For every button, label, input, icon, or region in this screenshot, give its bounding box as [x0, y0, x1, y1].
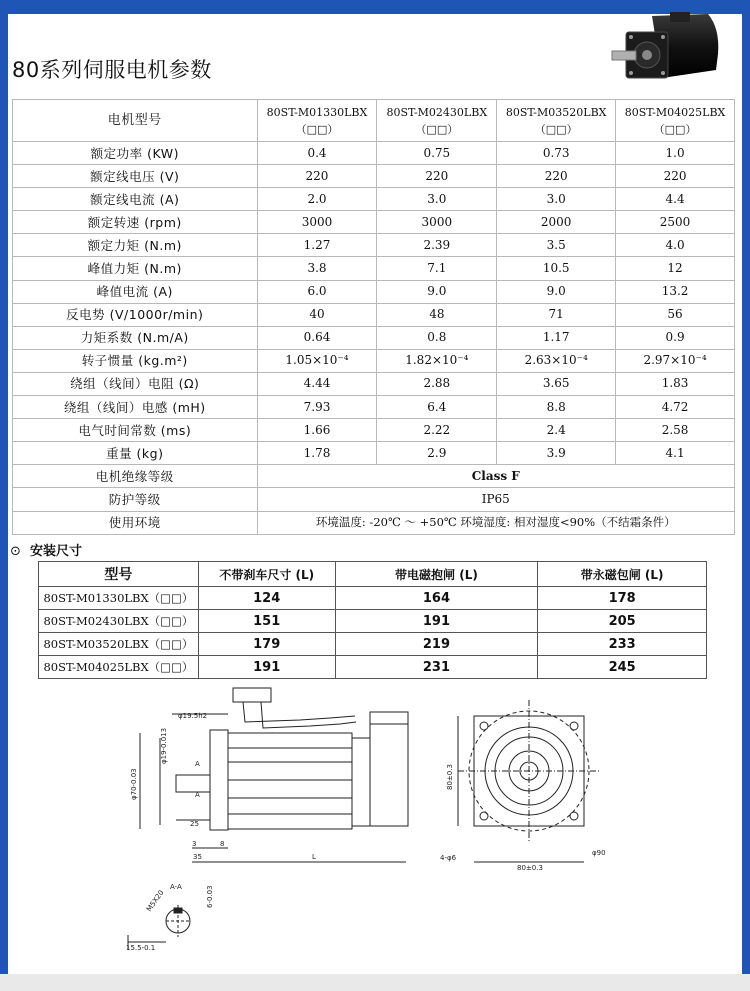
- parameter-value: 3.9: [497, 442, 616, 465]
- dim-label: 80±0.3: [446, 764, 454, 790]
- flange-side: [210, 730, 228, 830]
- parameter-label: 额定线电流 (A): [13, 188, 258, 211]
- parameter-value: 71: [497, 303, 616, 326]
- model-name: 80ST-M01330LBX: [266, 105, 368, 119]
- mount-model: 80ST-M04025LBX（□□）: [39, 656, 199, 679]
- mount-header-pm-brake: 带永磁包闸 (L): [538, 562, 707, 587]
- mount-model: 80ST-M03520LBX（□□）: [39, 633, 199, 656]
- parameter-value: 2.63×10⁻⁴: [497, 349, 616, 372]
- model-suffix: （□□）: [534, 122, 578, 136]
- parameter-value: 10.5: [497, 257, 616, 280]
- dim-label: φ19.5h2: [178, 712, 208, 720]
- mount-length: 124: [198, 587, 335, 610]
- parameter-value: 2500: [616, 211, 735, 234]
- parameter-value: 3.0: [497, 188, 616, 211]
- parameter-label: 额定力矩 (N.m): [13, 234, 258, 257]
- dim-label: 25: [190, 820, 199, 828]
- dim-label: φ19-0.013: [160, 727, 168, 764]
- parameter-label: 额定转速 (rpm): [13, 211, 258, 234]
- parameter-value: 1.27: [257, 234, 377, 257]
- mount-length: 178: [538, 587, 707, 610]
- model-header-label: 电机型号: [13, 100, 258, 142]
- mount-header-model: 型号: [39, 562, 199, 587]
- dim-label: 15.5-0.1: [126, 944, 156, 952]
- parameter-value: 220: [497, 165, 616, 188]
- mount-header-no-brake: 不带刹车尺寸 (L): [198, 562, 335, 587]
- parameter-label: 额定功率 (KW): [13, 142, 258, 165]
- model-suffix: （□□）: [415, 122, 459, 136]
- model-name: 80ST-M02430LBX: [386, 105, 488, 119]
- model-name: 80ST-M04025LBX: [624, 105, 726, 119]
- shaft-side: [176, 775, 210, 792]
- dim-label: 35: [193, 853, 202, 861]
- parameter-value: 4.4: [616, 188, 735, 211]
- parameter-value: 220: [257, 165, 377, 188]
- mounting-title-text: 安装尺寸: [30, 544, 83, 559]
- dim-label: φ70-0.03: [130, 768, 138, 800]
- parameter-value: 4.44: [257, 372, 377, 395]
- mount-length: 233: [538, 633, 707, 656]
- parameter-value: 4.72: [616, 396, 735, 419]
- parameter-value: 3000: [257, 211, 377, 234]
- environment-label: 使用环境: [13, 511, 258, 534]
- parameter-value: 1.82×10⁻⁴: [377, 349, 497, 372]
- parameter-value: 7.1: [377, 257, 497, 280]
- insulation-value: Class F: [257, 465, 734, 488]
- parameter-value: 8.8: [497, 396, 616, 419]
- parameter-label: 重量 (kg): [13, 442, 258, 465]
- parameter-value: 6.4: [377, 396, 497, 419]
- section-marker: A: [195, 760, 200, 768]
- parameter-value: 3.8: [257, 257, 377, 280]
- dim-label: 6-0.03: [206, 885, 214, 908]
- parameter-value: 0.75: [377, 142, 497, 165]
- section-marker: A: [195, 791, 200, 799]
- parameter-label: 绕组（线间）电阻 (Ω): [13, 372, 258, 395]
- parameter-value: 3.65: [497, 372, 616, 395]
- parameter-value: 2.22: [377, 419, 497, 442]
- parameter-value: 1.78: [257, 442, 377, 465]
- page-title: 80系列伺服电机参数: [12, 58, 212, 82]
- mount-length: 219: [335, 633, 538, 656]
- parameter-value: 2.88: [377, 372, 497, 395]
- parameter-value: 0.9: [616, 326, 735, 349]
- parameter-value: 2.39: [377, 234, 497, 257]
- parameter-value: 4.0: [616, 234, 735, 257]
- dim-label: A-A: [170, 883, 182, 891]
- parameter-value: 220: [377, 165, 497, 188]
- parameter-value: 0.4: [257, 142, 377, 165]
- parameter-value: 1.05×10⁻⁴: [257, 349, 377, 372]
- parameter-value: 3000: [377, 211, 497, 234]
- protection-label: 防护等级: [13, 488, 258, 511]
- parameter-value: 1.83: [616, 372, 735, 395]
- parameter-value: 0.73: [497, 142, 616, 165]
- parameter-value: 2.58: [616, 419, 735, 442]
- mount-length: 151: [198, 610, 335, 633]
- parameter-label: 反电势 (V/1000r/min): [13, 303, 258, 326]
- parameter-value: 3.0: [377, 188, 497, 211]
- mount-length: 245: [538, 656, 707, 679]
- parameter-label: 峰值力矩 (N.m): [13, 257, 258, 280]
- parameter-value: 9.0: [497, 280, 616, 303]
- mount-model: 80ST-M01330LBX（□□）: [39, 587, 199, 610]
- parameter-value: 40: [257, 303, 377, 326]
- dim-label: 3: [192, 840, 197, 848]
- parameter-value: 12: [616, 257, 735, 280]
- parameter-label: 峰值电流 (A): [13, 280, 258, 303]
- model-name: 80ST-M03520LBX: [505, 105, 607, 119]
- mount-model: 80ST-M02430LBX（□□）: [39, 610, 199, 633]
- parameter-value: 0.64: [257, 326, 377, 349]
- mount-length: 191: [335, 610, 538, 633]
- target-icon: ⊙: [10, 544, 21, 559]
- parameter-value: 2.9: [377, 442, 497, 465]
- parameter-label: 电气时间常数 (ms): [13, 419, 258, 442]
- parameter-value: 1.17: [497, 326, 616, 349]
- parameter-value: 9.0: [377, 280, 497, 303]
- parameter-value: 2.4: [497, 419, 616, 442]
- parameter-value: 13.2: [616, 280, 735, 303]
- mount-header-em-brake: 带电磁抱闸 (L): [335, 562, 538, 587]
- parameter-value: 56: [616, 303, 735, 326]
- parameter-value: 48: [377, 303, 497, 326]
- dim-label: L: [312, 853, 316, 861]
- dim-label: M5X20: [145, 888, 166, 914]
- dim-label: 4-φ6: [440, 854, 457, 862]
- parameter-value: 1.0: [616, 142, 735, 165]
- protection-value: IP65: [257, 488, 734, 511]
- parameter-label: 力矩系数 (N.m/A): [13, 326, 258, 349]
- mount-length: 205: [538, 610, 707, 633]
- parameter-value: 4.1: [616, 442, 735, 465]
- parameter-value: 1.66: [257, 419, 377, 442]
- parameter-value: 2000: [497, 211, 616, 234]
- model-suffix: （□□）: [295, 122, 339, 136]
- mount-length: 231: [335, 656, 538, 679]
- parameter-label: 绕组（线间）电感 (mH): [13, 396, 258, 419]
- parameter-value: 2.97×10⁻⁴: [616, 349, 735, 372]
- mount-length: 164: [335, 587, 538, 610]
- dim-label: 80±0.3: [517, 864, 543, 872]
- parameter-value: 3.5: [497, 234, 616, 257]
- insulation-label: 电机绝缘等级: [13, 465, 258, 488]
- parameter-value: 6.0: [257, 280, 377, 303]
- motor-body-side: [228, 733, 352, 829]
- parameter-value: 2.0: [257, 188, 377, 211]
- environment-value: 环境温度: -20℃ ～ +50℃ 环境湿度: 相对湿度<90%（不结霜条件）: [257, 511, 734, 534]
- parameter-label: 额定线电压 (V): [13, 165, 258, 188]
- parameter-value: 0.8: [377, 326, 497, 349]
- mount-length: 191: [198, 656, 335, 679]
- dim-label: 8: [220, 840, 225, 848]
- dim-label: φ90: [592, 849, 606, 857]
- mount-length: 179: [198, 633, 335, 656]
- parameter-value: 7.93: [257, 396, 377, 419]
- parameter-value: 220: [616, 165, 735, 188]
- model-suffix: （□□）: [653, 122, 697, 136]
- parameter-label: 转子惯量 (kg.m²): [13, 349, 258, 372]
